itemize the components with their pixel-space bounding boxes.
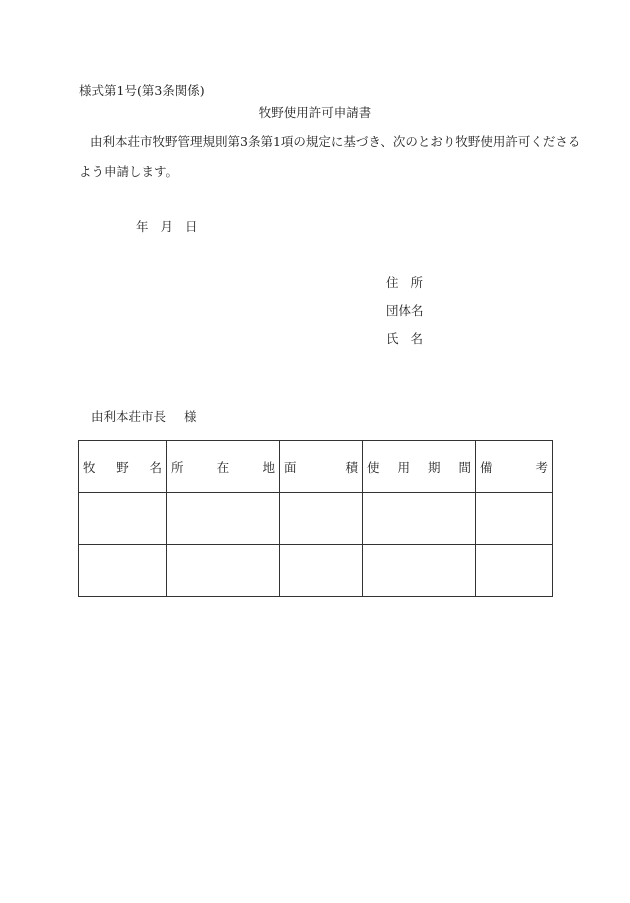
table-cell[interactable] (280, 545, 363, 597)
header-usage-period (363, 441, 476, 493)
address-label-text: 住所 (386, 275, 436, 290)
table-row (79, 545, 553, 597)
addressee-honorific: 様 (184, 409, 197, 424)
header-char: 名 (149, 459, 162, 475)
header-char: 牧 (83, 459, 96, 475)
header-char: 用 (397, 459, 410, 475)
header-char: 考 (535, 459, 548, 475)
header-location (167, 441, 280, 493)
table-cell[interactable] (280, 493, 363, 545)
name-label-text: 氏名 (386, 331, 436, 346)
table-row (79, 493, 553, 545)
header-char: 備 (480, 459, 493, 475)
header-char: 地 (262, 459, 275, 475)
date-line (136, 217, 198, 235)
body-text-line-2: よう申請します。 (79, 164, 179, 179)
header-char: 間 (458, 459, 471, 475)
table-cell[interactable] (79, 493, 167, 545)
header-char: 積 (345, 459, 358, 475)
table-cell[interactable] (363, 545, 476, 597)
addressee-name: 由利本荘市長 (91, 409, 167, 424)
table-cell[interactable] (167, 545, 280, 597)
applicant-address-label (386, 273, 435, 291)
header-char: 使 (367, 459, 380, 475)
table-header-row (79, 441, 553, 493)
table-cell[interactable] (79, 545, 167, 597)
header-remarks (476, 441, 553, 493)
date-day-label: 日 (185, 219, 198, 234)
table-cell[interactable] (363, 493, 476, 545)
header-char: 面 (284, 459, 297, 475)
header-char: 期 (427, 459, 441, 475)
table-cell[interactable] (167, 493, 280, 545)
form-number: 様式第1号(第3条関係) (79, 83, 205, 98)
date-month-label: 月 (160, 219, 174, 234)
header-char: 在 (216, 459, 230, 475)
header-area (280, 441, 363, 493)
usage-table (78, 440, 553, 597)
addressee (91, 407, 197, 425)
table-cell[interactable] (476, 545, 553, 597)
page-title: 牧野使用許可申請書 (258, 105, 372, 120)
group-label-text: 団体名 (386, 303, 424, 318)
header-bokuya-name (79, 441, 167, 493)
body-text-line-1: 由利本荘市牧野管理規則第3条第1項の規定に基づき、次のとおり牧野使用許可くださる (90, 134, 581, 149)
header-char: 所 (171, 459, 184, 475)
applicant-name-label (386, 329, 435, 347)
header-char: 野 (116, 459, 129, 475)
applicant-group-label (386, 301, 424, 319)
table-cell[interactable] (476, 493, 553, 545)
date-year-label: 年 (136, 219, 149, 234)
